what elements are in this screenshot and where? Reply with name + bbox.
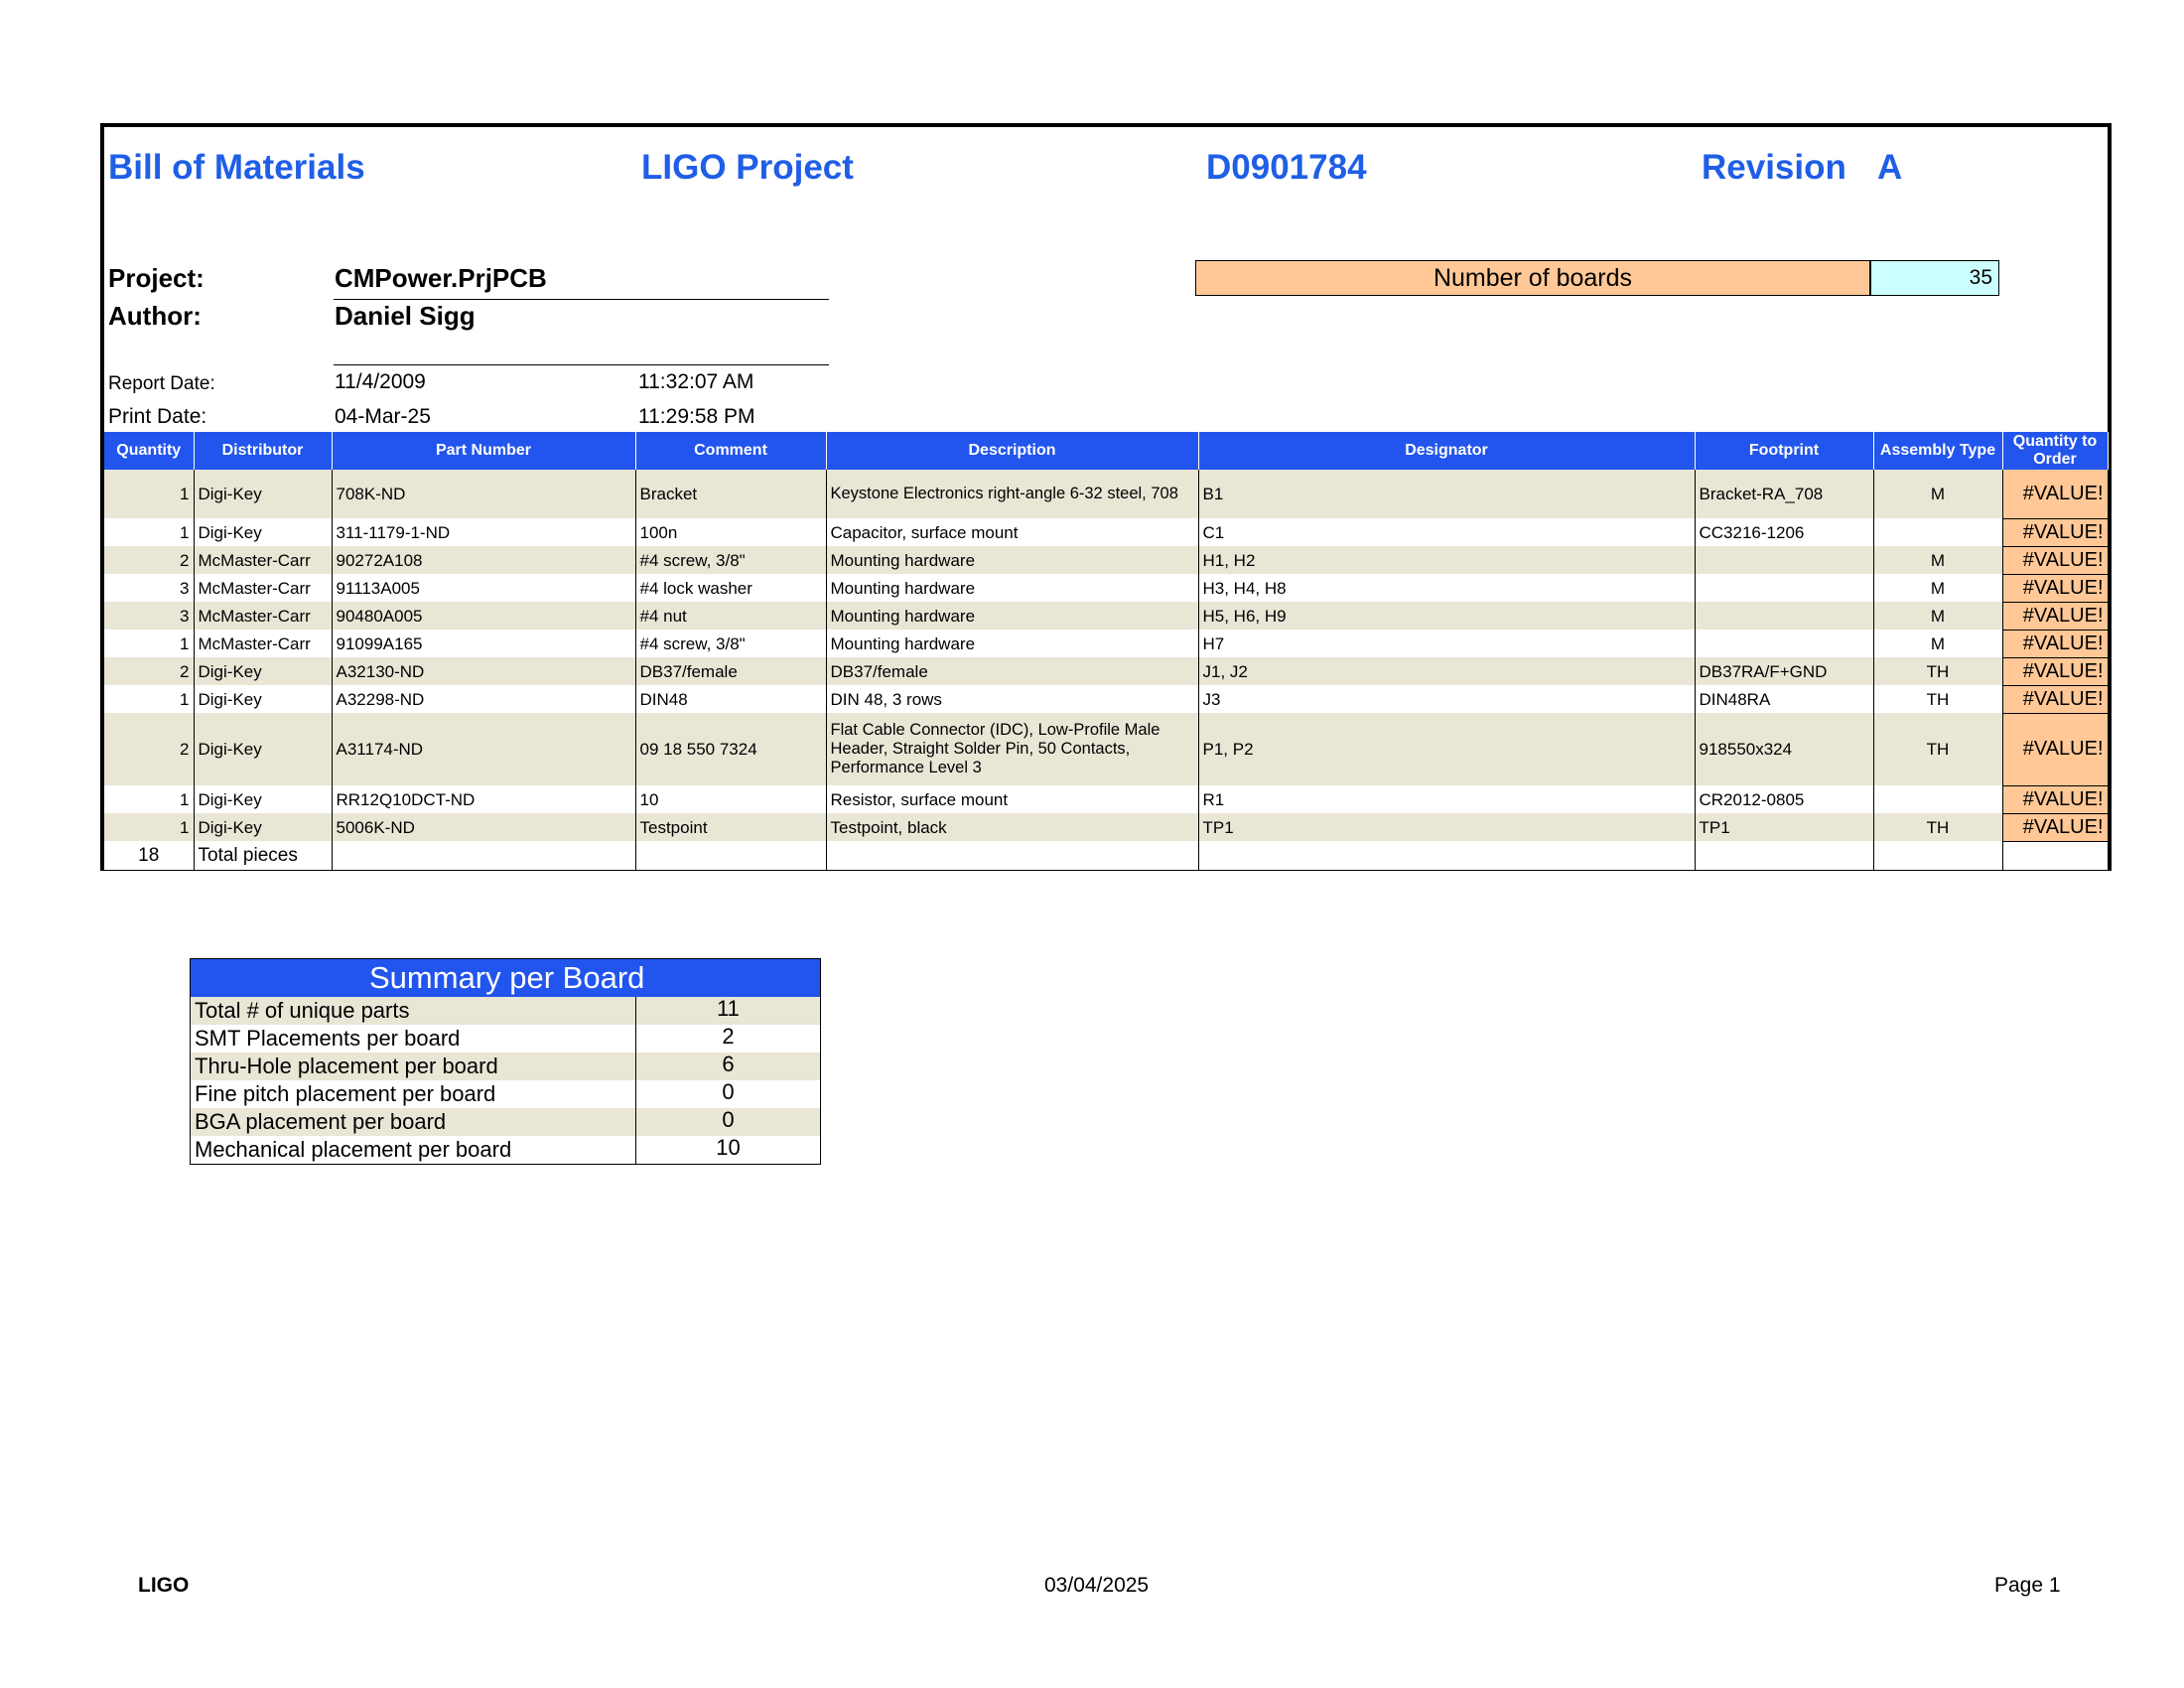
table-row <box>104 518 2108 546</box>
cell-qty: 1 <box>104 518 194 546</box>
cell-footprint <box>1695 546 1873 574</box>
table-row <box>104 574 2108 602</box>
cell-designator: H7 <box>1198 630 1695 657</box>
summary-value: 6 <box>722 1052 735 1076</box>
cell-footprint <box>1695 574 1873 602</box>
summary-value: 11 <box>717 996 740 1021</box>
footer-page-number: Page 1 <box>1994 1574 2061 1597</box>
report-date-label: Report Date: <box>108 373 215 394</box>
report-date: 11/4/2009 <box>335 370 426 393</box>
cell-quantity-to-order: #VALUE! <box>2002 685 2108 713</box>
print-date: 04-Mar-25 <box>335 405 431 428</box>
summary-value: 10 <box>716 1135 741 1160</box>
cell-qty: 2 <box>104 657 194 685</box>
cell-designator: P1, P2 <box>1198 713 1695 785</box>
empty-cell <box>1873 841 2002 870</box>
col-quantity[interactable]: Quantity <box>104 432 194 470</box>
summary-row <box>191 1053 820 1080</box>
cell-assembly-type: M <box>1873 574 2002 602</box>
cell-assembly-type <box>1873 518 2002 546</box>
print-time: 11:29:58 PM <box>638 405 755 428</box>
cell-footprint <box>1695 602 1873 630</box>
cell-part-number: A32298-ND <box>332 685 635 713</box>
summary-value: 0 <box>722 1107 735 1132</box>
cell-description: Capacitor, surface mount <box>826 518 1198 546</box>
summary-row <box>191 1025 820 1053</box>
cell-designator: C1 <box>1198 518 1695 546</box>
cell-comment: 09 18 550 7324 <box>635 713 826 785</box>
cell-part-number: 5006K-ND <box>332 813 635 841</box>
cell-quantity-to-order: #VALUE! <box>2002 657 2108 685</box>
summary-label: Fine pitch placement per board <box>191 1080 636 1108</box>
cell-quantity-to-order: #VALUE! <box>2002 470 2108 518</box>
summary-label: BGA placement per board <box>191 1108 636 1136</box>
cell-description: Mounting hardware <box>826 602 1198 630</box>
table-row <box>104 713 2108 785</box>
cell-description: DIN 48, 3 rows <box>826 685 1198 713</box>
empty-cell <box>1198 841 1695 870</box>
cell-qty: 1 <box>104 685 194 713</box>
cell-description: Mounting hardware <box>826 630 1198 657</box>
cell-assembly-type: M <box>1873 546 2002 574</box>
summary-label: Total # of unique parts <box>191 997 636 1025</box>
cell-qty: 3 <box>104 602 194 630</box>
cell-assembly-type: TH <box>1873 813 2002 841</box>
cell-comment: 10 <box>635 785 826 813</box>
cell-comment: #4 screw, 3/8" <box>635 546 826 574</box>
cell-comment: #4 lock washer <box>635 574 826 602</box>
cell-assembly-type: M <box>1873 630 2002 657</box>
cell-assembly-type: M <box>1873 602 2002 630</box>
project-value: CMPower.PrjPCB <box>335 263 547 293</box>
cell-footprint: DB37RA/F+GND <box>1695 657 1873 685</box>
report-time: 11:32:07 AM <box>638 370 754 393</box>
bom-sheet <box>100 123 2112 871</box>
table-row <box>104 630 2108 657</box>
footer-date: 03/04/2025 <box>1044 1574 1150 1597</box>
summary-per-board <box>190 958 821 1165</box>
summary-label: Mechanical placement per board <box>191 1136 636 1164</box>
number-of-boards-label: Number of boards <box>1195 260 1870 296</box>
cell-footprint: TP1 <box>1695 813 1873 841</box>
cell-assembly-type: M <box>1873 470 2002 518</box>
cell-qty: 1 <box>104 785 194 813</box>
cell-distributor: Digi-Key <box>194 657 332 685</box>
cell-quantity-to-order: #VALUE! <box>2002 546 2108 574</box>
cell-footprint: 918550x324 <box>1695 713 1873 785</box>
cell-part-number: 708K-ND <box>332 470 635 518</box>
col-assembly-type[interactable]: Assembly Type <box>1873 432 2002 470</box>
footer-left: LIGO <box>138 1574 190 1597</box>
cell-distributor: Digi-Key <box>194 518 332 546</box>
cell-part-number: 311-1179-1-ND <box>332 518 635 546</box>
cell-distributor: McMaster-Carr <box>194 630 332 657</box>
cell-comment: DB37/female <box>635 657 826 685</box>
number-of-boards-input[interactable]: 35 <box>1870 260 1999 296</box>
cell-distributor: Digi-Key <box>194 470 332 518</box>
col-description[interactable]: Description <box>826 432 1198 470</box>
empty-cell <box>332 841 635 870</box>
cell-distributor: McMaster-Carr <box>194 602 332 630</box>
project-org: LIGO Project <box>641 148 854 187</box>
summary-value: 0 <box>722 1079 735 1104</box>
summary-label: Thru-Hole placement per board <box>191 1053 636 1080</box>
table-row <box>104 546 2108 574</box>
cell-part-number: RR12Q10DCT-ND <box>332 785 635 813</box>
author-label: Author: <box>108 301 202 331</box>
cell-part-number: 91113A005 <box>332 574 635 602</box>
cell-quantity-to-order: #VALUE! <box>2002 630 2108 657</box>
cell-qty: 3 <box>104 574 194 602</box>
cell-comment: #4 nut <box>635 602 826 630</box>
cell-assembly-type <box>1873 785 2002 813</box>
cell-part-number: 90272A108 <box>332 546 635 574</box>
cell-distributor: Digi-Key <box>194 785 332 813</box>
empty-cell <box>826 841 1198 870</box>
cell-qty: 1 <box>104 813 194 841</box>
cell-description: Resistor, surface mount <box>826 785 1198 813</box>
cell-distributor: Digi-Key <box>194 685 332 713</box>
cell-designator: B1 <box>1198 470 1695 518</box>
cell-description: Keystone Electronics right-angle 6-32 steel, 708 <box>826 470 1198 518</box>
cell-footprint: Bracket-RA_708 <box>1695 470 1873 518</box>
project-underline <box>334 299 829 300</box>
cell-distributor: Digi-Key <box>194 813 332 841</box>
cell-designator: H3, H4, H8 <box>1198 574 1695 602</box>
summary-value: 2 <box>722 1024 735 1049</box>
cell-designator: J3 <box>1198 685 1695 713</box>
revision-label: Revision <box>1702 148 1846 187</box>
cell-comment: 100n <box>635 518 826 546</box>
cell-qty: 1 <box>104 630 194 657</box>
table-row <box>104 470 2108 518</box>
cell-part-number: A31174-ND <box>332 713 635 785</box>
revision-value: A <box>1877 148 1903 187</box>
cell-comment: DIN48 <box>635 685 826 713</box>
cell-distributor: McMaster-Carr <box>194 574 332 602</box>
table-row <box>104 685 2108 713</box>
cell-footprint: CR2012-0805 <box>1695 785 1873 813</box>
author-underline <box>334 364 829 365</box>
col-designator[interactable]: Designator <box>1198 432 1695 470</box>
cell-comment: Testpoint <box>635 813 826 841</box>
bom-header-row <box>104 432 2108 470</box>
doc-number: D0901784 <box>1206 148 1367 187</box>
cell-comment: Bracket <box>635 470 826 518</box>
empty-cell <box>2002 841 2108 870</box>
cell-designator: H5, H6, H9 <box>1198 602 1695 630</box>
summary-row <box>191 1080 820 1108</box>
cell-assembly-type: TH <box>1873 713 2002 785</box>
print-date-label: Print Date: <box>108 405 207 428</box>
cell-comment: #4 screw, 3/8" <box>635 630 826 657</box>
cell-part-number: 91099A165 <box>332 630 635 657</box>
cell-qty: 2 <box>104 546 194 574</box>
empty-cell <box>635 841 826 870</box>
empty-cell <box>1695 841 1873 870</box>
table-row <box>104 785 2108 813</box>
table-row <box>104 602 2108 630</box>
cell-assembly-type: TH <box>1873 685 2002 713</box>
cell-description: Mounting hardware <box>826 574 1198 602</box>
cell-description: Testpoint, black <box>826 813 1198 841</box>
col-distributor[interactable]: Distributor <box>194 432 332 470</box>
cell-description: Mounting hardware <box>826 546 1198 574</box>
cell-qty: 1 <box>104 470 194 518</box>
summary-row <box>191 1108 820 1136</box>
summary-title: Summary per Board <box>191 959 820 997</box>
col-footprint[interactable]: Footprint <box>1695 432 1873 470</box>
table-row <box>104 813 2108 841</box>
cell-designator: J1, J2 <box>1198 657 1695 685</box>
author-value: Daniel Sigg <box>335 301 476 331</box>
total-label: Total pieces <box>194 841 332 870</box>
col-quantity-to-order[interactable]: Quantity to Order <box>2002 432 2108 470</box>
cell-quantity-to-order: #VALUE! <box>2002 813 2108 841</box>
cell-distributor: Digi-Key <box>194 713 332 785</box>
table-row <box>104 657 2108 685</box>
project-label: Project: <box>108 263 205 293</box>
total-row <box>104 841 2108 870</box>
page-title: Bill of Materials <box>108 148 365 187</box>
cell-qty: 2 <box>104 713 194 785</box>
cell-distributor: McMaster-Carr <box>194 546 332 574</box>
summary-row <box>191 997 820 1025</box>
cell-designator: R1 <box>1198 785 1695 813</box>
col-part-number[interactable]: Part Number <box>332 432 635 470</box>
cell-part-number: 90480A005 <box>332 602 635 630</box>
cell-footprint: DIN48RA <box>1695 685 1873 713</box>
cell-quantity-to-order: #VALUE! <box>2002 518 2108 546</box>
cell-footprint <box>1695 630 1873 657</box>
total-quantity: 18 <box>104 841 194 870</box>
bom-table <box>104 432 2109 870</box>
cell-designator: H1, H2 <box>1198 546 1695 574</box>
cell-description: Flat Cable Connector (IDC), Low-Profile Male Header, Straight Solder Pin, 50 Contacts, Performance Level 3 <box>826 713 1198 785</box>
summary-label: SMT Placements per board <box>191 1025 636 1053</box>
cell-quantity-to-order: #VALUE! <box>2002 574 2108 602</box>
cell-quantity-to-order: #VALUE! <box>2002 713 2108 785</box>
cell-footprint: CC3216-1206 <box>1695 518 1873 546</box>
cell-description: DB37/female <box>826 657 1198 685</box>
cell-quantity-to-order: #VALUE! <box>2002 785 2108 813</box>
cell-assembly-type: TH <box>1873 657 2002 685</box>
cell-quantity-to-order: #VALUE! <box>2002 602 2108 630</box>
cell-part-number: A32130-ND <box>332 657 635 685</box>
cell-designator: TP1 <box>1198 813 1695 841</box>
summary-row <box>191 1136 820 1164</box>
col-comment[interactable]: Comment <box>635 432 826 470</box>
